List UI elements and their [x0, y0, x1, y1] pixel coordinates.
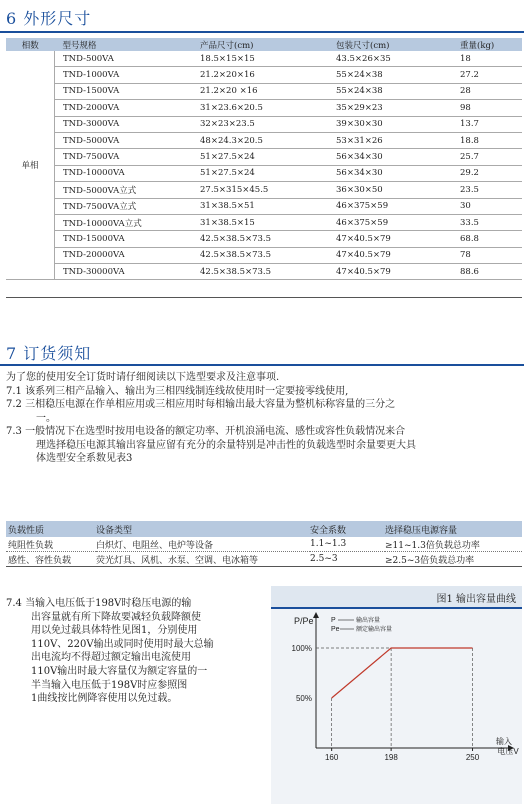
table-row [6, 116, 522, 132]
weight-cell: 88.6 [460, 264, 522, 280]
y-axis-label: P/Pe [294, 616, 314, 626]
note-7-4-line: 110V、220V输出或同时使用时最大总输 [31, 638, 214, 650]
table-row [6, 67, 522, 83]
table-row [6, 537, 522, 552]
product-size-cell: 31×23.6×20.5 [200, 100, 336, 116]
x-tick-label: 250 [465, 753, 480, 762]
section-6-title: 6 外形尺寸 [6, 9, 92, 28]
note-7-4-line: 110V输出时最大容量仅为额定容量的一 [31, 665, 208, 677]
phase-cell: 单相 [6, 51, 55, 280]
note-7-4-line: 7.4 当输入电压低于198V时稳压电源的输 [6, 598, 192, 609]
product-size-cell: 48×24.3×20.5 [200, 132, 336, 148]
weight-cell: 27.2 [460, 67, 522, 83]
device-type-header: 设备类型 [96, 521, 310, 537]
product-size-cell: 21.2×20×16 [200, 67, 336, 83]
model-cell: TND-20000VA [55, 247, 201, 263]
product-size-cell: 42.5×38.5×73.5 [200, 247, 336, 263]
table-row [6, 552, 522, 567]
table-row [6, 198, 522, 214]
x-axis-label: 输入 [496, 737, 512, 746]
note-7-3c: 体选型安全系数见表3 [36, 453, 133, 464]
note-7-4-line: 用以免过载具体特性见图1，分别使用 [31, 625, 198, 637]
table-row [6, 149, 522, 165]
weight-cell: 18 [460, 51, 522, 67]
col-package-size-header: 包装尺寸(cm) [336, 38, 460, 51]
product-size-cell: 31×38.5×51 [200, 198, 336, 214]
package-size-cell: 55×24×38 [336, 83, 460, 99]
package-size-cell: 47×40.5×79 [336, 247, 460, 263]
model-cell: TND-1500VA [55, 83, 201, 99]
product-size-cell: 21.2×20 ×16 [200, 83, 336, 99]
y-tick-label: 50% [295, 694, 312, 703]
product-size-cell: 32×23×23.5 [200, 116, 336, 132]
chart-title: 图1 输出容量曲线 [436, 594, 516, 605]
note-7-2a: 7.2 三相稳压电源在作单相应用或三相应用时每相输出最大容量为整机标称容量的三分之 [6, 399, 396, 410]
device-type-cell: 荧光灯具、风机、水泵、空调、电冰箱等 [96, 552, 310, 567]
load-type-cell: 感性、容性负载 [6, 552, 96, 567]
note-7-4-line: 1曲线按比例降容使用以免过载。 [31, 693, 178, 705]
section-7-rule [0, 364, 524, 366]
weight-cell: 13.7 [460, 116, 522, 132]
safety-factor-header: 安全系数 [310, 521, 385, 537]
legend-pe-key: Pe [331, 626, 340, 633]
col-model-header: 型号规格 [55, 38, 201, 51]
package-size-cell: 53×31×26 [336, 132, 460, 148]
product-size-cell: 51×27.5×24 [200, 165, 336, 181]
note-7-4-line: 出电流均不得超过额定输出电流使用 [31, 652, 191, 664]
model-cell: TND-15000VA [55, 231, 201, 247]
safety-factor-cell: 2.5~3 [310, 552, 385, 567]
model-cell: TND-5000VA [55, 132, 201, 148]
x-tick-label: 198 [384, 753, 398, 762]
model-cell: TND-3000VA [55, 116, 201, 132]
load-table [6, 521, 522, 567]
safety-factor-cell: 1.1~1.3 [310, 537, 385, 552]
weight-cell: 29.2 [460, 165, 522, 181]
package-size-cell: 46×375×59 [336, 214, 460, 230]
package-size-cell: 36×30×50 [336, 182, 460, 198]
package-size-cell: 47×40.5×79 [336, 231, 460, 247]
note-7-3b: 理选择稳压电源其输出容量应留有充分的余量特别是冲击性的负载选型时余量要更大具 [36, 439, 416, 451]
model-cell: TND-1000VA [55, 67, 201, 83]
note-7-1: 7.1 该系列三相产品输入、输出为三相四线制连线故使用时一定要接零线使用, [6, 385, 349, 397]
capacity-series-line [332, 648, 473, 698]
table-row [6, 231, 522, 247]
table-row [6, 132, 522, 148]
weight-cell: 98 [460, 100, 522, 116]
size-table-bottom-rule [6, 297, 522, 298]
section-7-title: 7 订货须知 [6, 344, 92, 363]
table-row [6, 100, 522, 116]
weight-cell: 18.8 [460, 132, 522, 148]
model-cell: TND-2000VA [55, 100, 201, 116]
package-size-cell: 55×24×38 [336, 67, 460, 83]
package-size-cell: 35×29×23 [336, 100, 460, 116]
model-cell: TND-500VA [55, 51, 201, 67]
model-cell: TND-5000VA立式 [55, 182, 201, 198]
weight-cell: 78 [460, 247, 522, 263]
table-row [6, 182, 522, 198]
capacity-header: 选择稳压电源容量 [385, 521, 522, 537]
size-table [6, 38, 522, 280]
note-7-2b: 一。 [36, 412, 56, 424]
device-type-cell: 白炽灯、电阻丝、电炉等设备 [96, 537, 310, 552]
product-size-cell: 31×38.5×15 [200, 214, 336, 230]
legend-p-key: P [331, 617, 336, 624]
weight-cell: 28 [460, 83, 522, 99]
product-size-cell: 18.5×15×15 [200, 51, 336, 67]
col-weight-header: 重量(kg) [460, 38, 522, 51]
table-row [6, 165, 522, 181]
model-cell: TND-10000VA立式 [55, 214, 201, 230]
col-product-size-header: 产品尺寸(cm) [200, 38, 336, 51]
weight-cell: 33.5 [460, 214, 522, 230]
package-size-cell: 47×40.5×79 [336, 264, 460, 280]
table-row [6, 83, 522, 99]
y-axis-arrow [313, 612, 319, 618]
col-phase-header: 相数 [6, 38, 55, 51]
package-size-cell: 39×30×30 [336, 116, 460, 132]
capacity-cell: ≥11~1.3倍负载总功率 [385, 537, 522, 552]
weight-cell: 23.5 [460, 182, 522, 198]
intro-text: 为了您的使用安全订货时请仔细阅读以下选型要求及注意事项. [6, 372, 280, 383]
x-tick-label: 160 [324, 753, 339, 762]
product-size-cell: 42.5×38.5×73.5 [200, 231, 336, 247]
package-size-cell: 43.5×26×35 [336, 51, 460, 67]
weight-cell: 25.7 [460, 149, 522, 165]
note-7-4-line: 半当输入电压低于198V时应参照图 [31, 679, 188, 691]
legend-p-desc: 输出容量 [356, 618, 381, 624]
model-cell: TND-30000VA [55, 264, 201, 280]
package-size-cell: 56×34×30 [336, 149, 460, 165]
x-axis-label: 电压V [497, 747, 519, 756]
section-6-rule [0, 31, 524, 33]
product-size-cell: 27.5×315×45.5 [200, 182, 336, 198]
package-size-cell: 56×34×30 [336, 165, 460, 181]
note-7-4-line: 出容量就有所下降故要减轻负载降额使 [31, 611, 201, 623]
order-notes [6, 371, 522, 466]
model-cell: TND-7500VA [55, 149, 201, 165]
product-size-cell: 51×27.5×24 [200, 149, 336, 165]
weight-cell: 68.8 [460, 231, 522, 247]
capacity-chart [271, 586, 522, 804]
y-tick-label: 100% [291, 644, 312, 653]
legend-pe-desc: 额定输出容量 [356, 627, 393, 633]
package-size-cell: 46×375×59 [336, 198, 460, 214]
note-7-3a: 7.3 一般情况下在选型时按用电设备的额定功率、开机浪涌电流、感性或容性负载情况来合 [6, 426, 406, 437]
table-row [6, 247, 522, 263]
capacity-cell: ≥2.5~3倍负载总功率 [385, 552, 522, 567]
load-type-cell: 纯阻性负载 [6, 537, 96, 552]
chart-plot [271, 586, 522, 804]
model-cell: TND-7500VA立式 [55, 198, 201, 214]
note-7-4 [6, 597, 264, 706]
table-row [6, 264, 522, 280]
load-type-header: 负载性质 [6, 521, 96, 537]
model-cell: TND-10000VA [55, 165, 201, 181]
table-row [6, 51, 522, 67]
product-size-cell: 42.5×38.5×73.5 [200, 264, 336, 280]
table-row [6, 214, 522, 230]
weight-cell: 30 [460, 198, 522, 214]
